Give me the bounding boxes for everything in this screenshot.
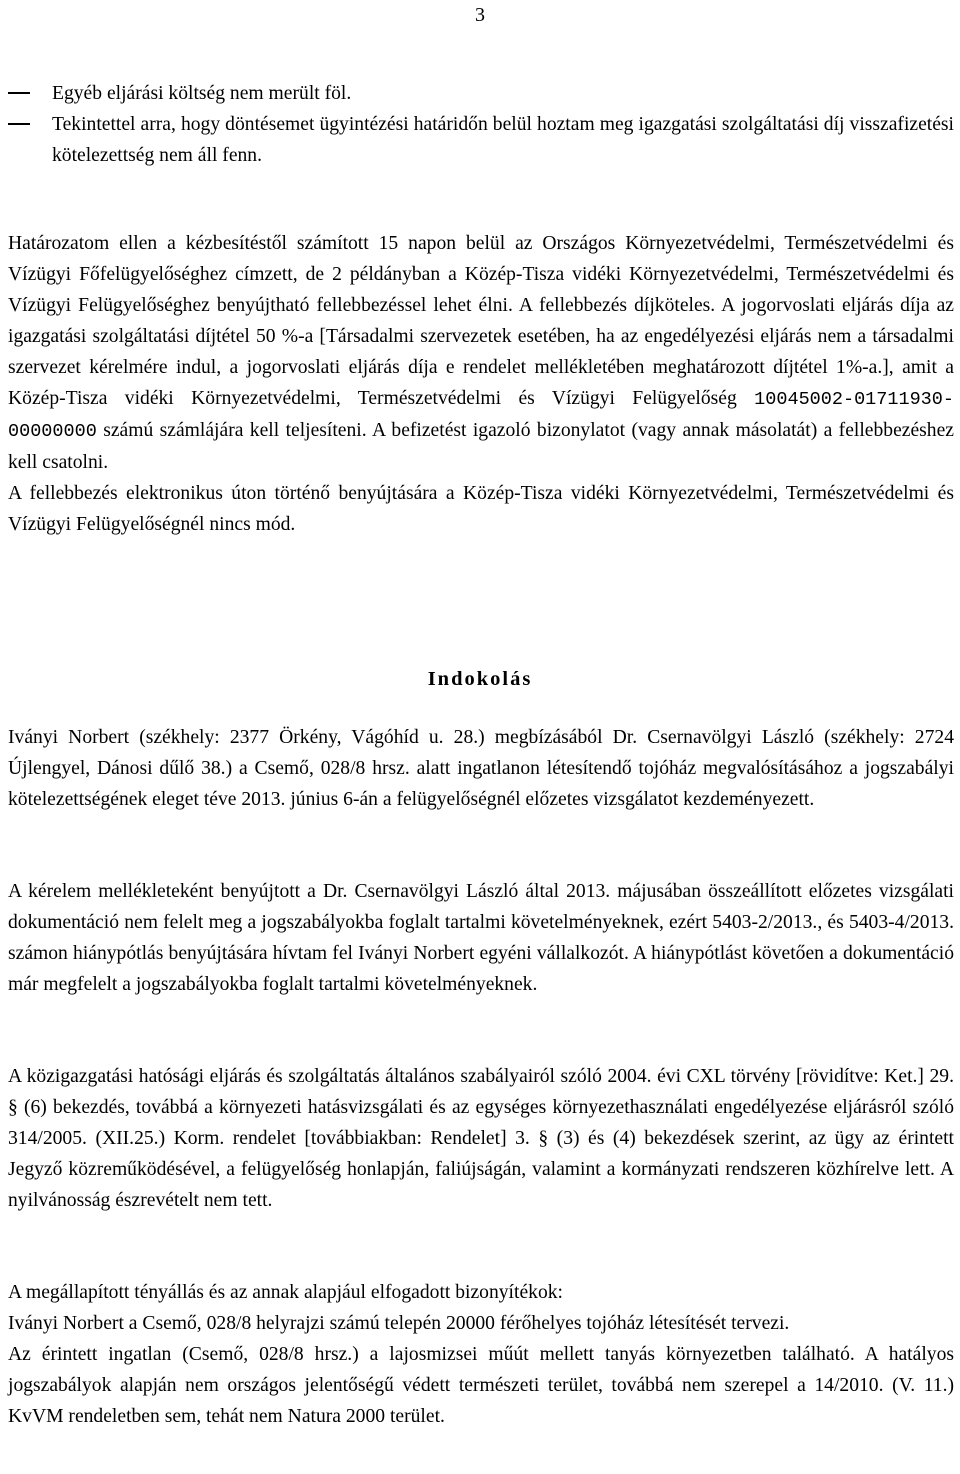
section-heading: Indokolás: [427, 668, 533, 690]
dash-bullet-icon: [8, 123, 30, 125]
paragraph-text: A kérelem mellékleteként benyújtott a Dr. Csernavölgyi László által 2013. májusában összeállított előzetes vizsgálati dokumentáció nem felelt meg a jogszabályokba foglalt tartalmi követelményeknek, ezért 5403-2/2013., és 5403-4/2013. számon hiánypótlás benyújtására hívtam fel Iványi Norbert egyéni vállalkozót. A hiánypótlást követően a dokumentáció már megfelelt a jogszabályokba foglalt tartalmi követelményeknek.: [8, 881, 954, 995]
reasoning-paragraph-2: [8, 876, 954, 1000]
reasoning-paragraph-3: [8, 1061, 954, 1216]
reasoning-paragraph-1: [8, 722, 954, 815]
appeal-text-part2: számú számlájára kell teljesíteni. A befizetést igazoló bizonylatot (vagy annak másolatát) a fellebbezéshez kell csatolni.: [8, 420, 954, 473]
facts-paragraph-b: Az érintett ingatlan (Csemő, 028/8 hrsz.) a lajosmizsei műút mellett tanyás környezetben található. A hatályos jogszabályok alapján nem országos jelentőségű védett természeti terület, továbbá nem szerepel a 14/2010. (V. 11.) KvVM rendeletben sem, tehát nem Natura 2000 terület.: [8, 1344, 954, 1427]
list-item: [8, 78, 954, 109]
dash-bullet-icon: [8, 92, 30, 94]
list-item-text: Egyéb eljárási költség nem merült föl.: [52, 83, 352, 104]
electronic-appeal-paragraph: A fellebbezés elektronikus úton történő benyújtására a Közép-Tisza vidéki Környezetvédelmi, Természetvédelmi és Vízügyi Felügyelőségnél nincs mód.: [8, 483, 954, 535]
dash-list: [8, 78, 954, 171]
facts-paragraph-a: Iványi Norbert a Csemő, 028/8 helyrajzi számú telepén 20000 férőhelyes tojóház létesítését tervezi.: [8, 1313, 790, 1334]
appeal-paragraph: [8, 228, 954, 478]
appeal-text-part1: Határozatom ellen a kézbesítéstől számított 15 napon belül az Országos Környezetvédelmi, Természetvédelmi és Vízügyi Főfelügyelőséghez címzett, de 2 példányban a Közép-Tisza vidéki Környezetvédelmi, Természetvédelmi és Vízügyi Felügyelőséghez benyújtható fellebbezéssel lehet élni. A fellebbezés díjköteles. A jogorvoslati eljárás díja az igazgatási szolgáltatási díjtétel 50 %-a [Társadalmi szervezetek esetében, ha az engedélyezési eljárás nem a társadalmi szervezet kérelmére indul, a jogorvoslati eljárás díja e rendelet mellékletében meghatározott díjtétel 1%-a.], amit a Közép-Tisza vidéki Környezetvédelmi, Természetvédelmi és Vízügyi Felügyelőség: [8, 233, 954, 409]
bank-account-number: 10045002-01711930-00000000: [8, 389, 954, 442]
facts-section: [8, 1277, 954, 1432]
appeal-section: [8, 228, 954, 540]
facts-title: A megállapított tényállás és az annak alapjául elfogadott bizonyítékok:: [8, 1282, 563, 1303]
paragraph-text: Iványi Norbert (székhely: 2377 Örkény, Vágóhíd u. 28.) megbízásából Dr. Csernavölgyi László (székhely: 2724 Újlengyel, Dánosi dűlő 38.) a Csemő, 028/8 hrsz. alatt ingatlanon létesítendő tojóház megvalósításához a jogszabályi kötelezettségének eleget téve 2013. június 6-án a felügyelőségnél előzetes vizsgálatot kezdeményezett.: [8, 727, 954, 810]
list-item: [8, 109, 954, 171]
list-item-text: Tekintettel arra, hogy döntésemet ügyintézési határidőn belül hoztam meg igazgatási szolgáltatási díj visszafizetési kötelezettség nem áll fenn.: [52, 114, 954, 166]
page-number: 3: [475, 4, 485, 26]
paragraph-text: A közigazgatási hatósági eljárás és szolgáltatás általános szabályairól szóló 2004. évi CXL törvény [rövidítve: Ket.] 29. § (6) bekezdés, továbbá a környezeti hatásvizsgálati és az egységes környezethasználati engedélyezése eljárásról szóló 314/2005. (XII.25.) Korm. rendelet [továbbiakban: Rendelet] 3. § (3) és (4) bekezdések szerint, az ügy az érintett Jegyző közreműködésével, a felügyelőség honlapján, faliújságán, valamint a kormányzati rendszeren közhírelve lett. A nyilvánosság észrevételt nem tett.: [8, 1066, 954, 1211]
